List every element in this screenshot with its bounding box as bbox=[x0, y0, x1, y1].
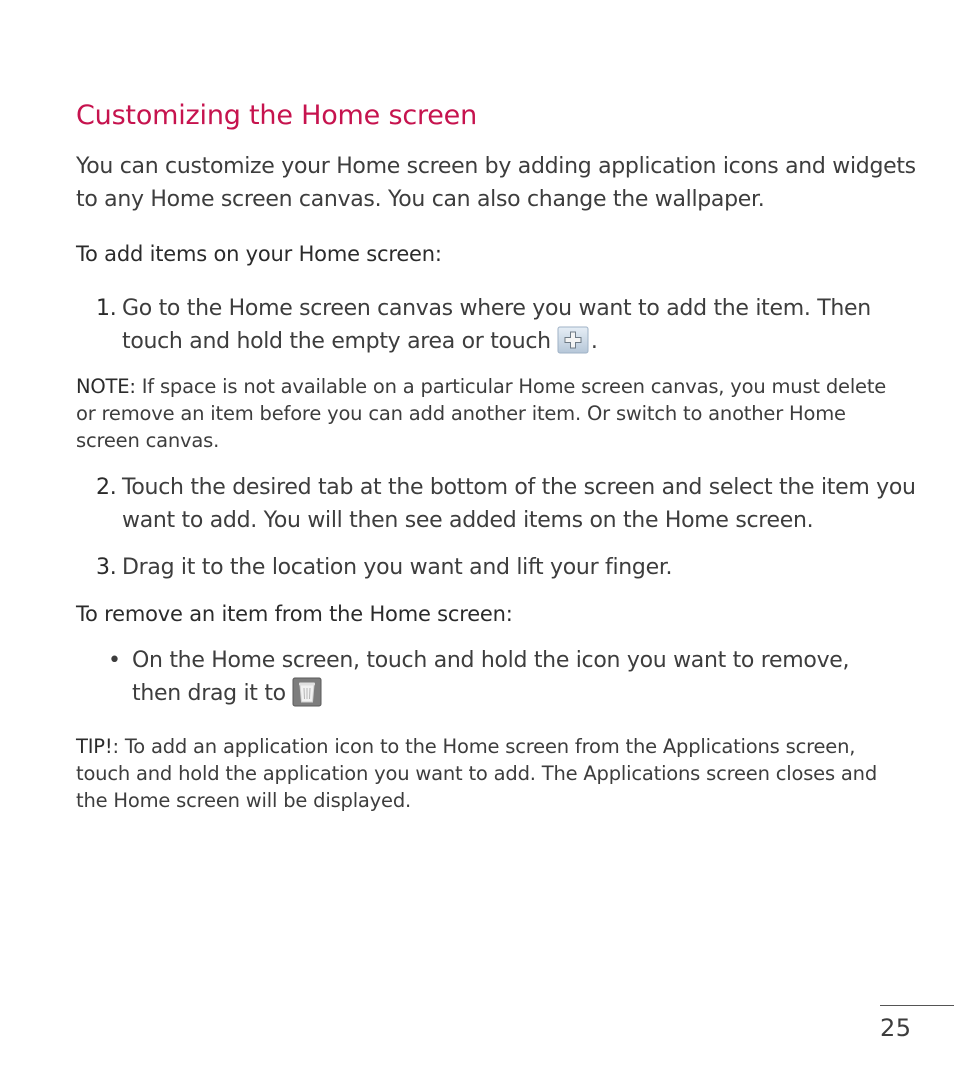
step-text bbox=[122, 292, 916, 358]
step-text: Drag it to the location you want and lift your finger. bbox=[122, 555, 673, 580]
bullet-item bbox=[108, 644, 898, 710]
tip-text: : To add an application icon to the Home screen from the Applications screen, touch and hold the application you want to add. The Applications screen closes and the Home screen will be displayed. bbox=[76, 735, 878, 812]
footer-divider bbox=[880, 1005, 954, 1006]
page-number: 25 bbox=[880, 1014, 912, 1042]
tip-box bbox=[76, 733, 906, 814]
step-text: Touch the desired tab at the bottom of the screen and select the item you want to add. You will then see added items on the Home screen. bbox=[122, 475, 916, 533]
add-items-heading: To add items on your Home screen: bbox=[76, 242, 442, 266]
step-text-end: . bbox=[590, 329, 598, 354]
add-plus-icon bbox=[557, 326, 589, 354]
note-box bbox=[76, 373, 906, 454]
trash-can-icon bbox=[292, 677, 322, 707]
step-1 bbox=[96, 292, 916, 358]
bullet-text-body: On the Home screen, touch and hold the icon you want to remove, then drag it to bbox=[132, 648, 850, 706]
step-3 bbox=[96, 551, 916, 584]
step-text-body: Go to the Home screen canvas where you want to add the item. Then touch and hold the empty area or touch bbox=[122, 296, 871, 354]
step-number: 1. bbox=[96, 296, 117, 321]
step-2 bbox=[96, 471, 916, 537]
note-text: If space is not available on a particular Home screen canvas, you must delete or remove an item before you can add another item. Or switch to another Home screen canvas. bbox=[76, 375, 887, 452]
page-title: Customizing the Home screen bbox=[76, 100, 478, 131]
intro-paragraph: You can customize your Home screen by adding application icons and widgets to any Home screen canvas. You can also change the wallpaper. bbox=[76, 154, 916, 212]
remove-item-heading: To remove an item from the Home screen: bbox=[76, 602, 513, 626]
bullet-text bbox=[132, 644, 898, 710]
bullet-dot: • bbox=[108, 648, 121, 673]
tip-label: TIP! bbox=[76, 735, 113, 758]
note-label: NOTE: bbox=[76, 375, 136, 398]
step-number: 3. bbox=[96, 555, 117, 580]
step-number: 2. bbox=[96, 475, 117, 500]
